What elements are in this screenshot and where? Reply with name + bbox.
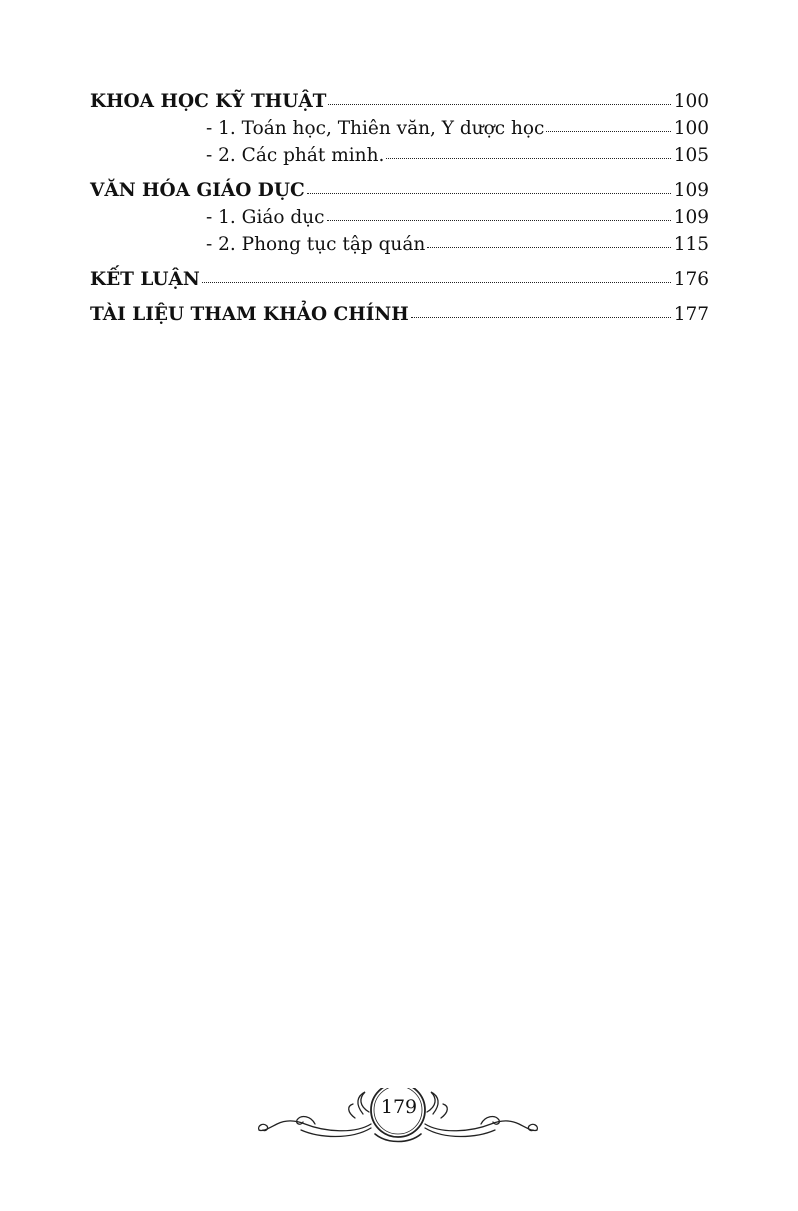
- dot-leader: [546, 131, 670, 132]
- toc-entry-title: TÀI LIỆU THAM KHẢO CHÍNH: [90, 304, 409, 325]
- dot-leader: [411, 317, 671, 318]
- toc-entry-ket-luan: [90, 266, 709, 293]
- dot-leader: [386, 158, 670, 159]
- toc-subentry-title: - 2. Các phát minh.: [206, 145, 385, 166]
- toc-subentry-toan-hoc: [90, 115, 709, 142]
- toc-subentry-title: - 2. Phong tục tập quán: [206, 234, 426, 255]
- toc-subentry-page: 115: [673, 234, 709, 255]
- toc-subentry-giao-duc: [90, 204, 709, 231]
- toc-entry-page: 176: [673, 269, 709, 290]
- dot-leader: [328, 104, 670, 105]
- dot-leader: [307, 193, 671, 194]
- dot-leader: [427, 247, 670, 248]
- toc-entry-van-hoa-giao-duc: [90, 177, 709, 204]
- page-number: 179: [380, 1096, 418, 1118]
- table-of-contents: [90, 88, 709, 328]
- toc-entry-page: 109: [673, 180, 709, 201]
- toc-subentry-page: 100: [673, 118, 709, 139]
- toc-subentry-page: 109: [673, 207, 709, 228]
- dot-leader: [202, 282, 671, 283]
- dot-leader: [327, 220, 671, 221]
- toc-subentry-title: - 1. Giáo dục: [206, 207, 325, 228]
- toc-entry-title: KHOA HỌC KỸ THUẬT: [90, 91, 327, 112]
- toc-subentry-page: 105: [673, 145, 709, 166]
- toc-entry-title: KẾT LUẬN: [90, 269, 200, 290]
- toc-entry-tai-lieu-tham-khao: [90, 301, 709, 328]
- toc-entry-page: 177: [673, 304, 709, 325]
- toc-entry-khoa-hoc-ky-thuat: [90, 88, 709, 115]
- toc-subentry-phong-tuc: [90, 231, 709, 258]
- toc-subentry-cac-phat-minh: [90, 142, 709, 169]
- toc-subentry-title: - 1. Toán học, Thiên văn, Y dược học: [206, 118, 545, 139]
- toc-entry-title: VĂN HÓA GIÁO DỤC: [90, 180, 305, 201]
- toc-entry-page: 100: [673, 91, 709, 112]
